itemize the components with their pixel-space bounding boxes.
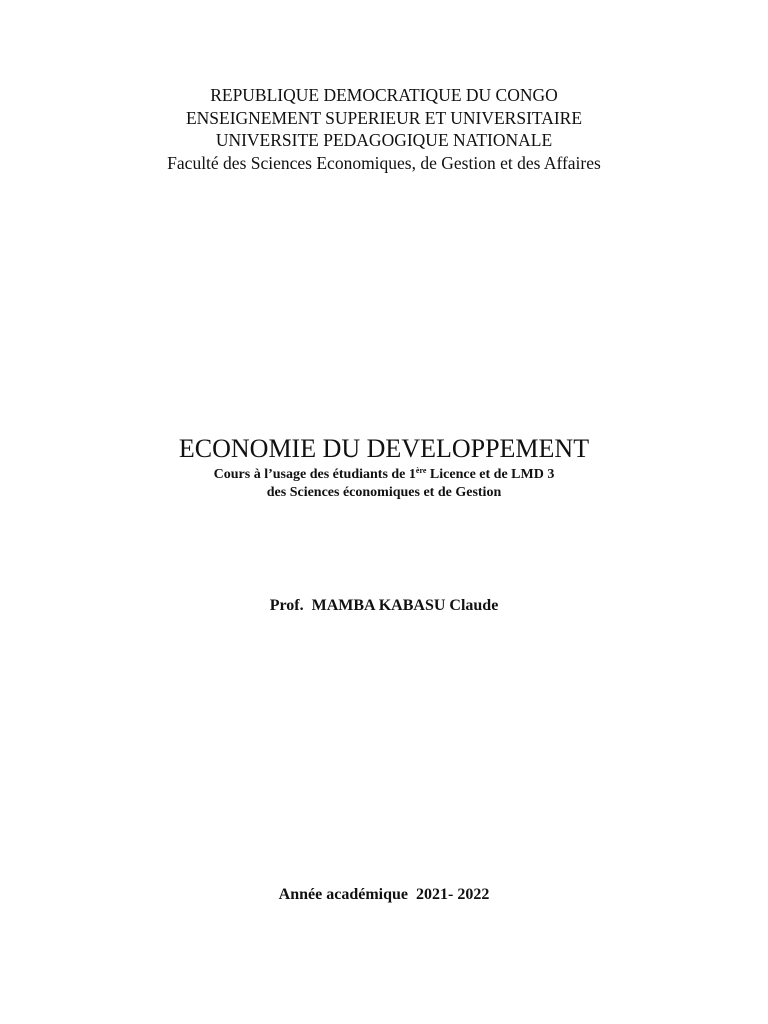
academic-year: Année académique 2021- 2022 <box>278 886 490 903</box>
faculty-name: Faculté des Sciences Economiques, de Gestion et des Affaires <box>167 152 601 173</box>
course-subtitle-line-1 <box>0 466 768 484</box>
institution-header <box>0 84 768 174</box>
course-subtitle-line-2: des Sciences économiques et de Gestion <box>266 485 502 500</box>
course-title: ECONOMIE DU DEVELOPPEMENT <box>178 434 590 463</box>
course-title-block <box>0 432 768 502</box>
country-name: REPUBLIQUE DEMOCRATIQUE DU CONGO <box>210 85 558 105</box>
subtitle-text-after: Licence et de LMD 3 <box>426 467 555 482</box>
subtitle-superscript: ère <box>415 466 427 475</box>
subtitle-text-before: Cours à l’usage des étudiants de 1 <box>213 467 416 482</box>
ministry-name: ENSEIGNEMENT SUPERIEUR ET UNIVERSITAIRE <box>185 107 583 128</box>
author-name: Prof. MAMBA KABASU Claude <box>269 597 499 614</box>
university-name: UNIVERSITE PEDAGOGIQUE NATIONALE <box>215 130 553 150</box>
